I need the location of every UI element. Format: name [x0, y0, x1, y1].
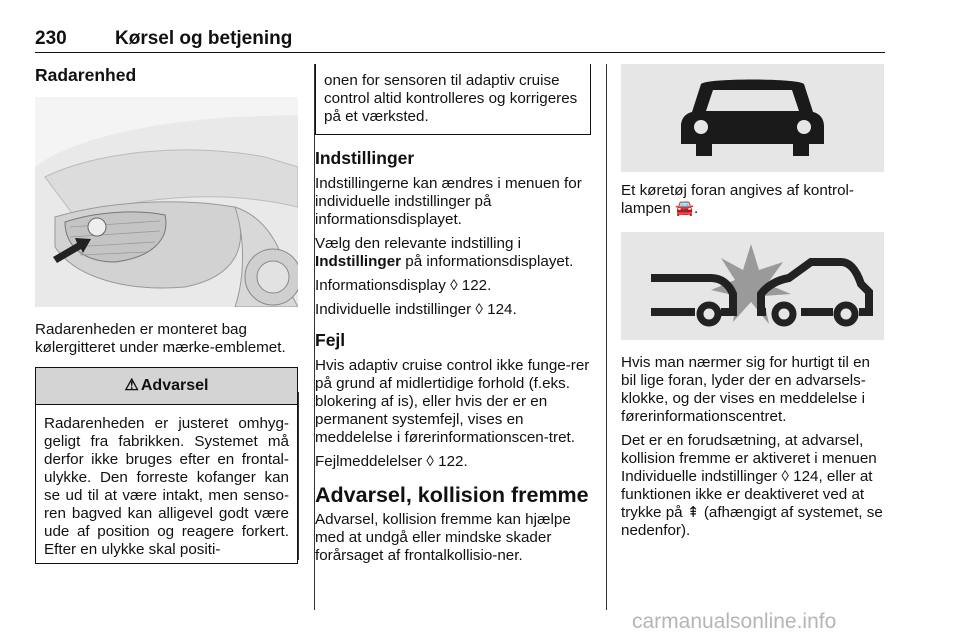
column-1 — [35, 64, 298, 564]
follow-distance-icon: ⇞ — [686, 504, 700, 521]
section-heading-collision: Advarsel, kollision fremme — [315, 483, 589, 507]
collision-paragraph: Advarsel, kollision fremme kan hjælpe med at undgå eller mindske skader forårsaget af frontalkollisio-ner. — [315, 511, 571, 564]
page-number: 230 — [35, 28, 67, 49]
vehicle-ahead-icon: 🚘 — [675, 200, 694, 217]
section-heading-radar: Radarenhed — [35, 65, 137, 85]
section-heading-settings: Indstillinger — [315, 148, 415, 168]
warning-box-continued: onen for sensoren til adaptiv cruise control altid kontrolleres og korrigeres på et værksted. — [315, 64, 591, 135]
settings-ref-1: Informationsdisplay ◊ 122. — [315, 277, 492, 294]
settings-paragraph-1: Indstillingerne kan ændres i menuen for individuelle indstillinger på informationsdisplayet. — [315, 175, 582, 228]
warning-text: Radarenheden er justeret omhyg-geligt fra fabrikken. Systemet må derfor ikke bruges efter en frontal-ulykke. Den forreste kofanger kan se ud til at være intakt, men senso-ren bagved kan alligevel godt være ude af position og reagere forkert. Efter en ulykke skal positi- — [44, 415, 289, 558]
radar-caption: Radarenheden er monteret bag kølergitteret under mærke-emblemet. — [35, 321, 286, 356]
prerequisite-paragraph — [621, 432, 887, 540]
warning-icon: ⚠ — [124, 377, 139, 394]
warning-border-right — [298, 392, 299, 560]
warning-box — [35, 367, 298, 564]
car-front-image — [35, 97, 298, 307]
error-paragraph: Hvis adaptiv cruise control ikke funge-rer på grund af midlertidige forhold (f.eks. blokering af is), eller hvis der er en permanent systemfejl, vises en meddelelse i førerinformationscen-tret. — [315, 357, 590, 446]
prerequisite-text-end: (afhængigt af systemet, se nedenfor). — [621, 504, 883, 539]
warning-title: Advarsel — [140, 377, 209, 394]
page-title: Kørsel og betjening — [115, 28, 293, 49]
column-divider-2 — [606, 64, 607, 610]
page-header — [35, 28, 885, 53]
column-3 — [621, 64, 887, 546]
column-divider-1 — [314, 64, 315, 610]
settings-paragraph-2 — [315, 235, 591, 271]
watermark: carmanualsonline.info — [632, 610, 837, 633]
collision-warning-paragraph: Hvis man nærmer sig for hurtigt til en bil lige foran, lyder der en advarsels-klokke, og der vises en meddelelse i førerinformationscentret. — [621, 354, 870, 425]
column-2 — [315, 64, 591, 571]
warning-header — [36, 368, 297, 405]
prerequisite-text: Det er en forudsætning, at advarsel, kollision fremme er aktiveret i menuen Individuelle indstillinger ◊ 124, eller at funktionen ikke er deaktiveret ved at trykke på — [621, 432, 877, 521]
settings-ref-2: Individuelle indstillinger ◊ 124. — [315, 301, 517, 318]
settings-p2-b: på informationsdisplayet. — [401, 253, 574, 270]
vehicle-ahead-text: Et køretøj foran angives af kontrol-lampen 🚘. — [621, 182, 854, 217]
vehicle-ahead-label: Et køretøj foran angives af kontrol-lampen — [621, 182, 854, 217]
settings-p2-bold: Indstillinger — [315, 253, 402, 270]
vehicle-ahead-indicator-image — [621, 64, 884, 172]
error-ref: Fejlmeddelelser ◊ 122. — [315, 453, 468, 470]
settings-p2-a: Vælg den relevante indstilling i — [315, 235, 521, 252]
section-heading-error: Fejl — [315, 330, 346, 350]
collision-warning-image — [621, 232, 884, 340]
